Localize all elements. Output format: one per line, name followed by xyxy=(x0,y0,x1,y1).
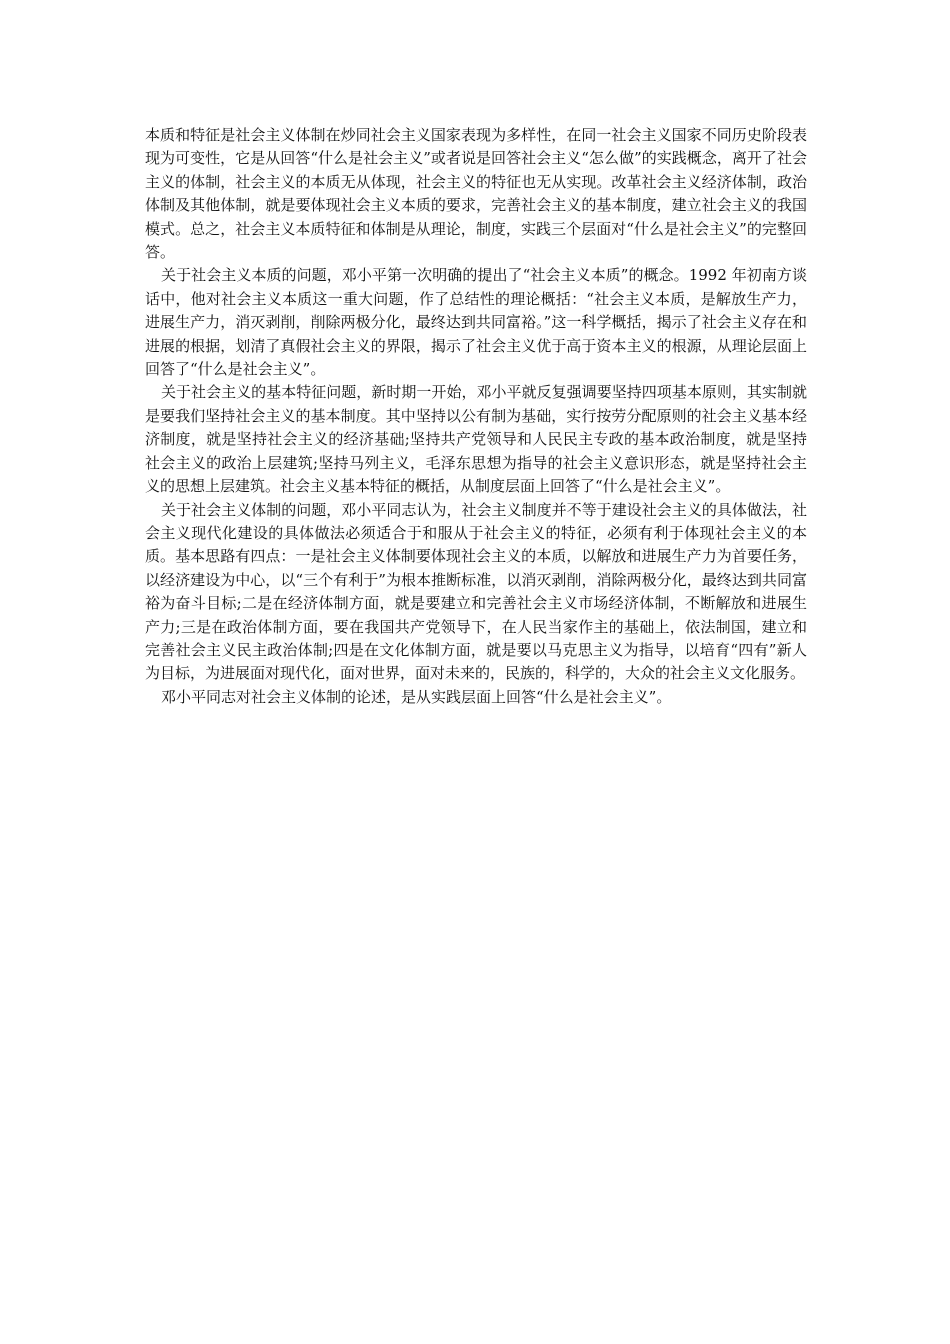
paragraph-basic-features: 关于社会主义的基本特征问题，新时期一开始，邓小平就反复强调要坚持四项基本原则，其实制就是要我们坚持社会主义的基本制度。其中坚持以公有制为基础，实行按劳分配原则的社会主义基本经济制度，就是坚持社会主义的经济基础;坚持共产党领导和人民民主专政的基本政治制度，就是坚持社会主义的政治上层建筑;坚持马列主义，毛泽东思想为指导的社会主义意识形态，就是坚持社会主义的思想上层建筑。社会主义基本特征的概括，从制度层面上回答了“什么是社会主义”。 xyxy=(145,383,807,496)
paragraph-socialist-system: 关于社会主义体制的问题，邓小平同志认为，社会主义制度并不等于建设社会主义的具体做法，社会主义现代化建设的具体做法必须适合于和服从于社会主义的特征，必须有利于体现社会主义的本质。基本思路有四点：一是社会主义体制要体现社会主义的本质，以解放和进展生产力为首要任务，以经济建设为中心，以“三个有利于”为根本推断标准，以消灭剥削，消除两极分化，最终达到共同富裕为奋斗目标;二是在经济体制方面，就是要建立和完善社会主义市场经济体制，不断解放和进展生产力;三是在政治体制方面，要在我国共产党领导下，在人民当家作主的基础上，依法制国，建立和完善社会主义民主政治体制;四是在文化体制方面，就是要以马克思主义为指导，以培育“四有”新人为目标，为进展面对现代化，面对世界，面对未来的，民族的，科学的，大众的社会主义文化服务。 xyxy=(145,500,807,683)
paragraph-conclusion: 邓小平同志对社会主义体制的论述，是从实践层面上回答“什么是社会主义”。 xyxy=(161,687,672,706)
document-body xyxy=(145,124,807,709)
paragraph-socialism-essence: 关于社会主义本质的问题，邓小平第一次明确的提出了“社会主义本质”的概念。1992 年初南方谈话中，他对社会主义本质这一重大问题，作了总结性的理论概括：“社会主义本质，是解放生产力，进展生产力，消灭剥削，削除两极分化，最终达到共同富裕。”这一科学概括，揭示了社会主义存在和进展的根据，划清了真假社会主义的界限，揭示了社会主义优于高于资本主义的根源，从理论层面上回答了“什么是社会主义”。 xyxy=(145,266,807,379)
paragraph-continuation: 本质和特征是社会主义体制在炒同社会主义国家表现为多样性，在同一社会主义国家不同历史阶段表现为可变性，它是从回答“什么是社会主义”或者说是回答社会主义“怎么做”的实践概念，离开了社会主义的体制，社会主义的本质无从体现，社会主义的特征也无从实现。改革社会主义经济体制，政治体制及其他体制，就是要体现社会主义本质的要求，完善社会主义的基本制度，建立社会主义的我国模式。总之，社会主义本质特征和体制是从理论，制度，实践三个层面对“什么是社会主义”的完整回答。 xyxy=(145,126,807,262)
